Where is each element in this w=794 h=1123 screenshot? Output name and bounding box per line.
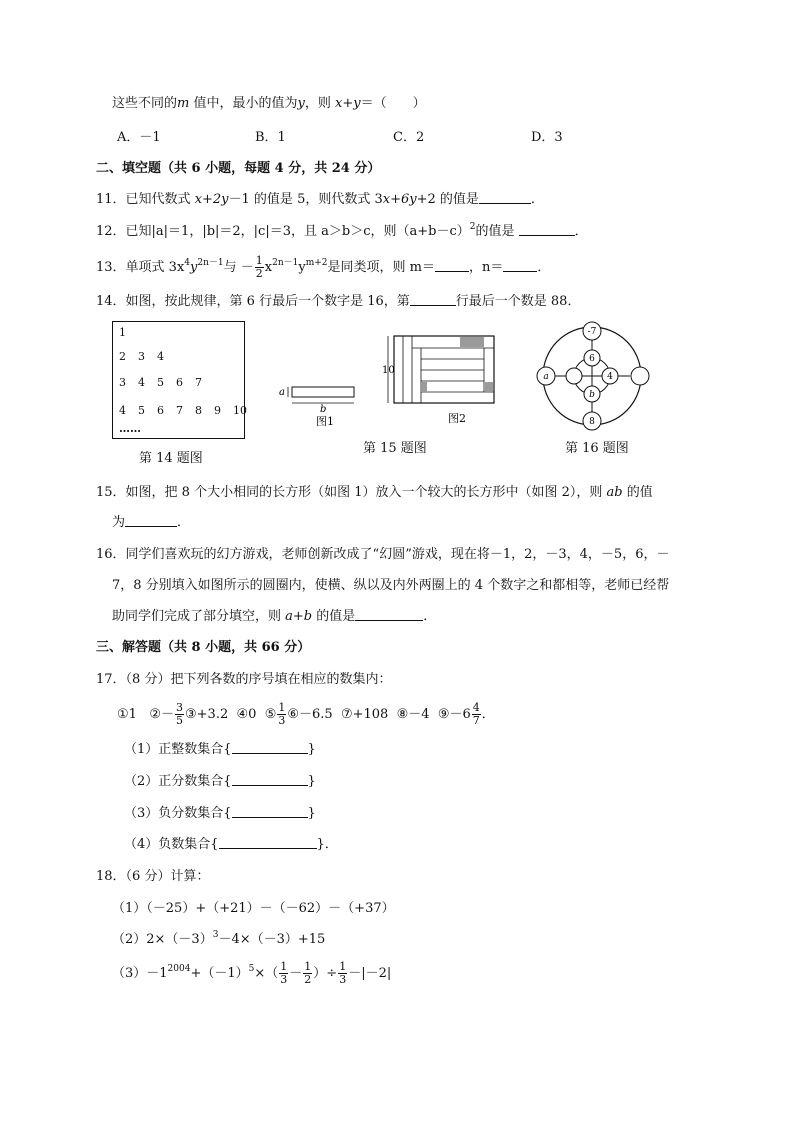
set-positive-fractions: （2）正分数集合{ } (124, 774, 316, 789)
q10-text: 值中，最小的值为 (189, 96, 298, 111)
question-11 (96, 190, 544, 210)
question-number: 11． (96, 192, 126, 207)
q16-text: ． (423, 609, 437, 624)
q12-text: 的值是 (475, 224, 515, 239)
small-rectangle (292, 387, 354, 397)
number-item: ⑤ (264, 707, 277, 722)
label-a: a (279, 387, 285, 398)
q16-text: 7，8 分别填入如图所示的圆圈内，使横、纵以及内外两圈上的 4 个数字之和都相等，老师已经帮 (112, 578, 670, 593)
expr-x-plus-y: x+y (334, 96, 361, 111)
denominator: 2 (255, 267, 263, 280)
answer-blank-m[interactable] (435, 258, 469, 272)
number: 7 (195, 376, 202, 389)
answer-blank[interactable] (232, 740, 308, 754)
q12-text: ． (574, 224, 588, 239)
number-item: ①1 (117, 707, 137, 722)
question-number: 14． (96, 294, 126, 309)
q14-text: 如图，按此规律，第 6 行最后一个数字是 16，第 (125, 294, 410, 309)
exponent: 2n－1 (197, 258, 224, 268)
number: 10 (233, 404, 247, 417)
number: 9 (214, 404, 221, 417)
answer-blank[interactable] (519, 222, 575, 236)
circle-inner-left (566, 368, 582, 384)
number: 5 (138, 404, 145, 417)
fraction: $\frac{1}{2}$ (304, 960, 312, 986)
number: 3 (119, 376, 126, 389)
number-item: ⑨－6 (437, 707, 471, 722)
number: 6 (176, 376, 183, 389)
triangle-row (119, 376, 214, 389)
figure-14-caption: 第 14 题图 (139, 451, 203, 466)
fraction: $\frac{4}{7}$ (472, 701, 480, 727)
number: 4 (157, 350, 164, 363)
q15-text: ． (177, 515, 191, 530)
q12-text: 已知|a|＝1，|b|＝2，|c|＝3，且 a＞b＞c，则（a+b－c） (125, 224, 470, 239)
figure-15 (276, 332, 506, 432)
circle-inner-right (602, 368, 618, 384)
q16-text: 的值是 (312, 609, 356, 624)
answer-blank[interactable] (232, 804, 308, 818)
gap-shaded (421, 382, 427, 392)
circle-inner-bottom (584, 386, 600, 402)
question-number: 17． (96, 672, 126, 687)
q11-expr: x+2y (194, 192, 229, 207)
exponent: 3 (212, 930, 219, 940)
triangle-row (119, 404, 252, 417)
label-b: b (320, 404, 327, 415)
option-d: D．3 (531, 130, 563, 145)
expr-ab: ab (606, 485, 623, 500)
number: 3 (138, 350, 145, 363)
number: 6 (157, 404, 164, 417)
answer-blank[interactable] (355, 607, 423, 621)
q10-text: ，则 (304, 96, 335, 111)
number-list: ①1 ②－ $\frac{3}{5}$ ③+3.2 ④0 ⑤ $\frac{1}{3}$ ⑥－6.5 ⑦+108 ⑧－4 ⑨－6 $\frac{4}{7}$ ． (117, 701, 495, 727)
exponent: 2 (469, 222, 476, 232)
number: 1 (119, 326, 126, 339)
question-17 (96, 670, 391, 690)
circle-top (583, 322, 601, 340)
answer-blank[interactable] (125, 513, 177, 527)
q13-text: ，n＝ (469, 260, 504, 275)
numerator: 1 (255, 254, 263, 267)
exponent: 2004 (167, 964, 191, 974)
q10-stem (112, 94, 426, 114)
circle-left (537, 367, 555, 385)
q17-text: （8 分）把下列各数的序号填在相应的数集内： (125, 672, 392, 687)
answer-blank[interactable] (219, 835, 317, 849)
figure-14-box (112, 321, 245, 439)
svg-text:8: 8 (589, 417, 595, 427)
q13-text: 是同类项，则 m＝ (327, 260, 436, 275)
number: 7 (176, 404, 183, 417)
question-16-line3 (112, 607, 436, 627)
number: 2 (119, 350, 126, 363)
number-item: ⑧－4 (396, 707, 430, 722)
svg-text:b: b (589, 390, 595, 400)
number: 5 (157, 376, 164, 389)
circle-bottom (583, 412, 601, 430)
answer-blank[interactable] (479, 190, 531, 204)
figure-15-caption: 第 15 题图 (363, 441, 427, 456)
q10-options (117, 128, 669, 148)
q11-text: +2 的值是 (416, 192, 479, 207)
question-number: 18． (96, 869, 126, 884)
number-item: ②－ (149, 707, 174, 722)
svg-text:6: 6 (589, 354, 595, 364)
fraction: $\frac{1}{3}$ (339, 960, 347, 986)
exponent: m+2 (305, 258, 328, 268)
q16-text: 同学们喜欢玩的幻方游戏，老师创新改成了“幻圆”游戏，现在将－1，2，－3，4，－5，6，－ (125, 547, 670, 562)
number-item: ⑦+108 (340, 707, 389, 722)
svg-text:4: 4 (607, 372, 613, 382)
var-y: y (190, 260, 198, 275)
var-m: m (177, 96, 190, 111)
question-15 (96, 483, 653, 503)
question-number: 15． (96, 485, 126, 500)
question-12 (96, 222, 588, 242)
circle-inner-top (584, 350, 600, 366)
svg-text:a: a (543, 372, 549, 382)
question-18 (96, 867, 209, 887)
fraction: $\frac{1}{3}$ (278, 701, 286, 727)
exponent: 2n－1 (272, 258, 299, 268)
var-x: x (264, 260, 273, 275)
figure-16 (534, 320, 658, 436)
figure-16-caption: 第 16 题图 (565, 441, 629, 456)
q18-text: （6 分）计算： (125, 869, 210, 884)
var-y: y (297, 96, 305, 111)
gap-shaded (485, 382, 493, 392)
q11-text: －1 的值是 5，则代数式 3 (228, 192, 383, 207)
option-c: C．2 (393, 130, 425, 145)
answer-blank-n[interactable] (503, 258, 537, 272)
caption-fig1: 图1 (316, 415, 334, 428)
var-y: y (298, 260, 306, 275)
section-title: 二、填空题（共 6 小题，每题 4 分，共 24 分） (96, 161, 381, 176)
question-number: 13． (96, 260, 126, 275)
q10-text: 这些不同的 (112, 96, 178, 111)
fraction (255, 255, 264, 280)
q16-text: 助同学们完成了部分填空，则 (112, 609, 286, 624)
circle-right (631, 367, 649, 385)
number-item: ④0 (236, 707, 257, 722)
triangle-row (119, 326, 138, 339)
caption-fig2: 图2 (448, 412, 466, 425)
calc-part-3: $(3)-1^{2004}+(-1)^5\times$（ $\frac{1}{3}$ － $\frac{1}{2}$ ）÷ $\frac{1}{3}$ －|－2| (112, 960, 392, 986)
set-negative-numbers: （4）负数集合{ }． (124, 837, 338, 852)
q15-text: 如图，把 8 个大小相同的长方形（如图 1）放入一个较大的长方形中（如图 2），则 (125, 485, 607, 500)
expr-a-plus-b: a+b (285, 609, 313, 624)
gap-shaded (460, 337, 484, 347)
question-13 (96, 255, 550, 281)
q11-text: ． (530, 192, 544, 207)
set-positive-integers: （1）正整数集合{ } (124, 742, 316, 757)
q13-text: 与 － (223, 260, 254, 275)
answer-blank[interactable] (410, 292, 456, 306)
exponent: 5 (248, 964, 255, 974)
q11-expr: x+6y (382, 192, 417, 207)
calc-part-1: （1）（－25）+（+21）－（－62）－（+37） (112, 901, 395, 916)
option-b: B．1 (255, 130, 286, 145)
q13-text: ． (537, 260, 551, 275)
svg-text:-7: -7 (587, 327, 597, 337)
answer-blank[interactable] (232, 772, 308, 786)
option-a: A．－1 (117, 130, 161, 145)
calc-part-2: $(2)2\times(-3)^3-4\times(-3)+15$ (112, 930, 326, 947)
number-item: ⑥－6.5 (287, 707, 333, 722)
ellipsis: …… (119, 422, 141, 435)
exponent: 4 (184, 258, 191, 268)
question-16 (96, 545, 669, 565)
question-15-line2 (112, 513, 190, 533)
q13-text: 单项式 3x (125, 260, 185, 275)
q14-text: 行最后一个数是 88． (455, 294, 581, 309)
section-title: 三、解答题（共 8 小题，共 66 分） (96, 640, 311, 655)
triangle-row (119, 350, 176, 363)
question-14 (96, 292, 580, 312)
label-10: 10 (382, 365, 395, 376)
number: 8 (195, 404, 202, 417)
set-negative-fractions: （3）负分数集合{ } (124, 806, 316, 821)
question-number: 16． (96, 547, 126, 562)
q15-text: 为 (112, 515, 126, 530)
question-number: 12． (96, 224, 126, 239)
fraction: $\frac{1}{3}$ (280, 960, 288, 986)
number-item: ③+3.2 (185, 707, 229, 722)
number: 4 (119, 404, 126, 417)
fraction: $\frac{3}{5}$ (176, 701, 183, 727)
q15-text: 的值 (622, 485, 653, 500)
q11-text: 已知代数式 (125, 192, 195, 207)
number: 4 (138, 376, 145, 389)
q10-text: ＝（ ） (360, 96, 426, 111)
